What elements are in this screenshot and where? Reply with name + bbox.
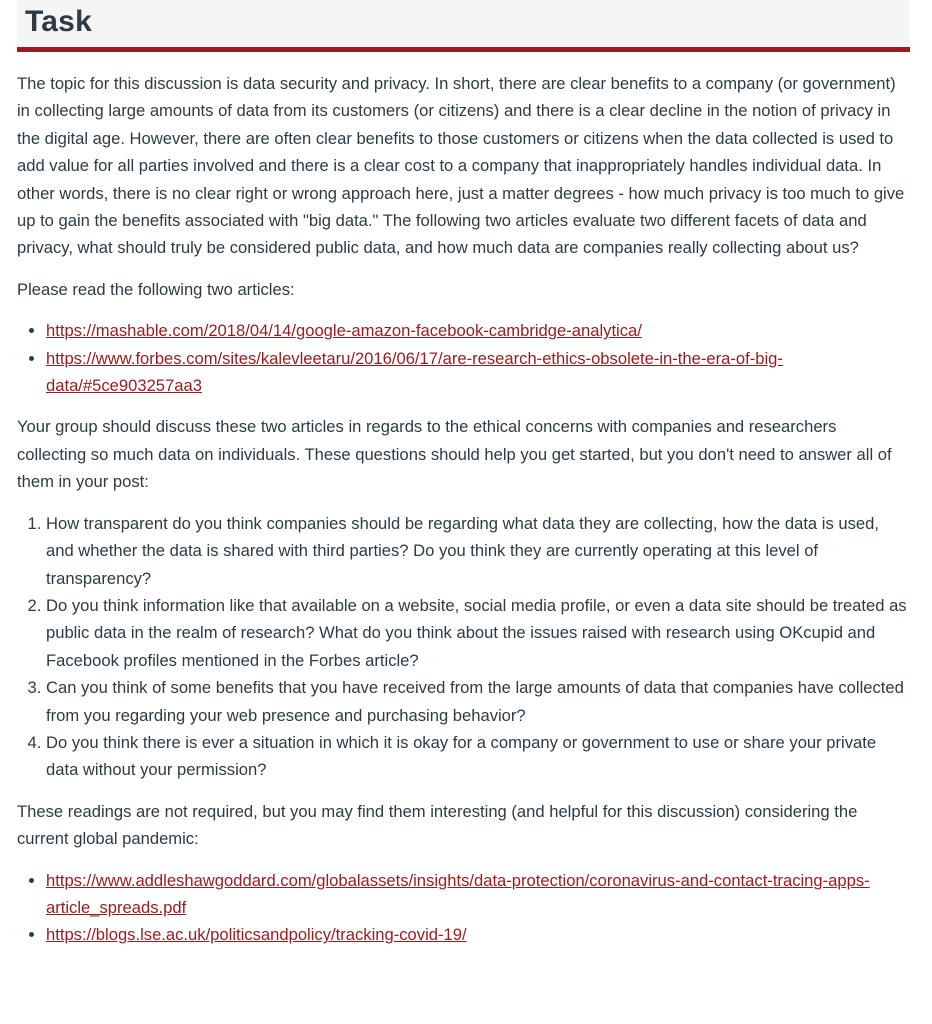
intro-paragraph: The topic for this discussion is data security and privacy. In short, there are clear benefits to a company (or government) in collecting large amounts of data from its customers (or citizens) and there is a clear decline in the notion of privacy in the digital age. However, there are often clear benefits to those customers or citizens when the data collected is used to add value for all parties involved and there is a clear cost to a company that inappropriately handles individual data. In other words, there is no clear right or wrong approach here, just a matter degrees - how much privacy is too much to give up to gain the benefits associated with "big data." The following two articles evaluate two different facets of data and privacy, what should truly be considered public data, and how much data are companies really collecting about us? [17, 74, 905, 258]
articles-label: Please read the following two articles: [17, 279, 295, 299]
optional-readings-list [17, 867, 910, 949]
list-item [46, 317, 910, 344]
list-item [46, 867, 910, 922]
mashable-article-link[interactable]: https://mashable.com/2018/04/14/google-amazon-facebook-cambridge-analytica/ [46, 321, 642, 341]
question-item: 2. Do you think information like that available on a website, social media profile, or even a data site should be treated as public data in the realm of research? What do you think about the issues raised with research using OKcupid and Facebook profiles mentioned in the Forbes article? [46, 592, 910, 674]
question-item: 1. How transparent do you think companies should be regarding what data they are collecting, how the data is used, and whether the data is shared with third parties? Do you think they are currently operating at this level of transparency? [46, 510, 910, 592]
optional-readings-paragraph: These readings are not required, but you may find them interesting (and helpful for this discussion) considering the current global pandemic: [17, 801, 858, 849]
discussion-paragraph: Your group should discuss these two articles in regards to the ethical concerns with companies and researchers collecting so much data on individuals. These questions should help you get started, but you don't need to answer all of them in your post: [17, 417, 892, 492]
question-item: 4. Do you think there is ever a situation in which it is okay for a company or government to use or share your private data without your permission? [46, 729, 910, 784]
task-header [17, 0, 910, 52]
list-item [46, 921, 910, 948]
articles-list [17, 317, 910, 399]
lse-blog-link[interactable]: https://blogs.lse.ac.uk/politicsandpolicy/tracking-covid-19/ [46, 925, 467, 945]
list-item [46, 345, 910, 400]
task-content [17, 70, 910, 963]
page-title: Task [25, 5, 92, 38]
forbes-article-link[interactable]: https://www.forbes.com/sites/kalevleetaru/2016/06/17/are-research-ethics-obsolete-in-the-era-of-big-data/#5ce903257aa3 [46, 348, 783, 396]
addleshaw-goddard-link[interactable]: https://www.addleshawgoddard.com/globalassets/insights/data-protection/coronavirus-and-contact-tracing-apps-article_spreads.pdf [46, 870, 870, 917]
question-item: 3. Can you think of some benefits that you have received from the large amounts of data that companies have collected from you regarding your web presence and purchasing behavior? [46, 674, 910, 729]
questions-list [17, 510, 910, 784]
